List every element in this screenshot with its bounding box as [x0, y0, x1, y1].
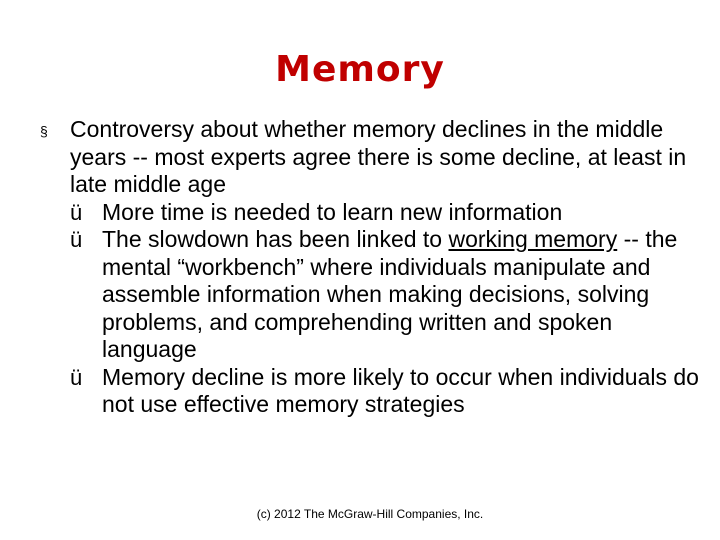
slide-title: Memory [275, 49, 445, 90]
main-bullet-text: Controversy about whether memory declines in the middle years -- most experts agree there is some decline, at least in late middle age [70, 116, 687, 197]
sub-bullet-text-start: The slowdown has been linked to [102, 226, 449, 252]
main-bullet [40, 116, 700, 199]
working-memory-term: working memory [448, 226, 618, 252]
checkmark-icon: ü [70, 199, 83, 225]
sub-bullet-1 [70, 199, 700, 227]
sub-bullet-text-end: -- the mental “workbench” where individuals manipulate and assemble information when making decisions, solving problems, and comprehending written and spoken language [102, 226, 678, 362]
checkmark-icon: ü [70, 227, 83, 252]
copyright-footer: (c) 2012 The McGraw-Hill Companies, Inc. [256, 507, 484, 521]
slide-content [40, 116, 700, 419]
sub-bullet-text: More time is needed to learn new information [102, 198, 563, 225]
checkmark-icon: ü [70, 364, 83, 390]
square-bullet-icon: § [40, 123, 48, 139]
sub-bullet-text: Memory decline is more likely to occur when individuals do not use effective memory strategies [102, 363, 699, 417]
sub-bullet-2 [70, 226, 700, 364]
sub-bullet-3 [70, 364, 700, 419]
